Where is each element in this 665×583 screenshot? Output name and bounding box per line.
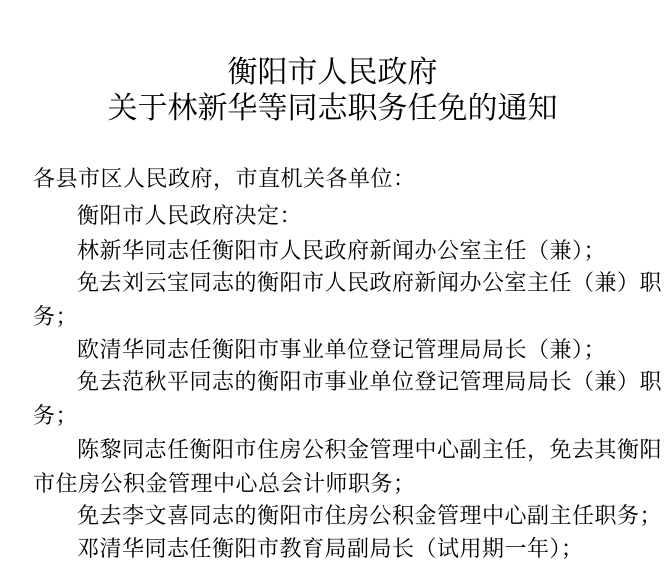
paragraph-line: 邓清华同志任衡阳市教育局副局长（试用期一年）； (77, 537, 584, 562)
paragraph-line: 林新华同志任衡阳市人民政府新闻办公室主任（兼）； (77, 239, 607, 264)
paragraph-line: 欧清华同志任衡阳市事业单位登记管理局局长（兼）； (77, 338, 607, 363)
document-title-line-2: 关于林新华等同志职务任免的通知 (107, 91, 558, 126)
paragraph-line: 衡阳市人民政府决定： (77, 204, 303, 229)
paragraph-line: 务； (33, 404, 79, 429)
paragraph-line: 陈黎同志任衡阳市住房公积金管理中心副主任，免去其衡阳 (77, 438, 663, 463)
salutation: 各县市区人民政府，市直机关各单位： (33, 167, 416, 192)
paragraph-line: 免去范秋平同志的衡阳市事业单位登记管理局局长（兼）职 (77, 370, 663, 395)
paragraph-line: 免去刘云宝同志的衡阳市人民政府新闻办公室主任（兼）职 (77, 271, 663, 296)
paragraph-line: 务； (33, 305, 79, 330)
paragraph-line: 免去李文喜同志的衡阳市住房公积金管理中心副主任职务； (77, 504, 663, 529)
document-title-line-1: 衡阳市人民政府 (227, 55, 438, 90)
paragraph-line: 市住房公积金管理中心总会计师职务； (33, 472, 416, 497)
